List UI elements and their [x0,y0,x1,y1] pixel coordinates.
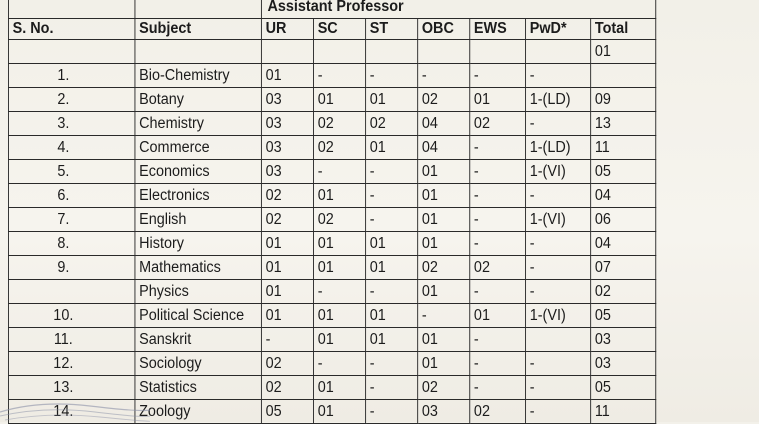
st-cell: 01 [366,232,418,256]
subject-cell: Electronics [135,184,261,208]
st-cell: - [366,352,418,376]
obc-cell: - [418,64,470,88]
column-header-sno: S. No. [8,19,134,40]
ur-cell [261,40,313,64]
column-header-ews: EWS [470,19,526,40]
table-row [8,400,655,424]
sno-cell: 12. [8,352,134,376]
obc-cell: - [418,304,470,328]
ews-cell: - [470,328,526,352]
ur-cell: 02 [261,376,313,400]
total-cell: 09 [591,88,656,112]
table-row [8,352,655,376]
sc-cell: 02 [314,112,366,136]
subject-cell: Statistics [135,376,261,400]
column-header-row [8,19,655,40]
sc-cell: - [314,64,366,88]
ur-cell: 01 [261,64,313,88]
st-cell: 01 [366,328,418,352]
pwd-cell: - [526,280,591,304]
st-cell: 01 [366,136,418,160]
st-cell: - [366,208,418,232]
ur-cell: 01 [261,256,313,280]
subject-cell: Commerce [135,136,261,160]
ur-cell: 01 [261,232,313,256]
ews-cell: - [470,376,526,400]
sc-cell: 01 [314,304,366,328]
pwd-cell: 1-(VI) [526,160,591,184]
ur-cell: 03 [261,160,313,184]
total-cell: 03 [591,352,656,376]
group-header: Assistant Professor [261,0,655,19]
sno-cell: 14. [8,400,134,424]
sno-cell: 9. [8,256,134,280]
total-cell: 04 [591,184,656,208]
total-cell: 02 [591,280,656,304]
ur-cell: 03 [261,88,313,112]
st-cell: 02 [366,112,418,136]
ur-cell: 02 [261,184,313,208]
sno-cell: 13. [8,376,134,400]
subject-cell: Chemistry [135,112,261,136]
pwd-cell: - [526,184,591,208]
ews-cell: - [470,280,526,304]
ews-cell: 02 [470,400,526,424]
sno-cell: 3. [8,112,134,136]
table-row [8,160,655,184]
sno-cell: 5. [8,160,134,184]
group-header-row [8,0,655,19]
sno-cell: 10. [8,304,134,328]
total-cell: 04 [591,232,656,256]
subject-cell: Physics [135,280,261,304]
obc-cell: 01 [418,232,470,256]
ur-cell: 01 [261,304,313,328]
pwd-cell: - [526,400,591,424]
obc-cell: 01 [418,352,470,376]
subject-cell: Sociology [135,352,261,376]
pwd-cell [526,328,591,352]
total-cell: 11 [591,400,656,424]
ur-cell: 02 [261,208,313,232]
subject-cell: Economics [135,160,261,184]
subject-cell: Political Science [135,304,261,328]
ews-cell: 01 [470,304,526,328]
ews-cell: - [470,208,526,232]
ur-cell: 03 [261,136,313,160]
pwd-cell: 1-(LD) [526,88,591,112]
sc-cell: 01 [314,232,366,256]
pwd-cell: - [526,112,591,136]
sno-cell: 2. [8,88,134,112]
table-row [8,64,655,88]
sno-cell [8,280,134,304]
sno-cell: 6. [8,184,134,208]
pwd-cell: - [526,64,591,88]
subject-cell: History [135,232,261,256]
total-cell: 07 [591,256,656,280]
sc-cell: - [314,352,366,376]
subject-cell: Bio-Chemistry [135,64,261,88]
pwd-cell: - [526,232,591,256]
obc-cell: 01 [418,208,470,232]
subject-cell: Botany [135,88,261,112]
st-cell: - [366,376,418,400]
total-cell: 11 [591,136,656,160]
column-header-pwd: PwD* [526,19,591,40]
pwd-cell: 1-(VI) [526,304,591,328]
obc-cell: 01 [418,328,470,352]
ur-cell: - [261,328,313,352]
total-cell [591,64,656,88]
pwd-cell [526,40,591,64]
obc-cell: 04 [418,112,470,136]
vacancy-table [8,0,656,424]
st-cell: - [366,160,418,184]
st-cell: - [366,280,418,304]
column-header-ur: UR [261,19,313,40]
column-header-subject: Subject [135,19,261,40]
sc-cell: - [314,160,366,184]
sc-cell: 01 [314,376,366,400]
st-cell: 01 [366,256,418,280]
subject-cell: English [135,208,261,232]
sno-cell: 1. [8,64,134,88]
obc-cell: 02 [418,376,470,400]
table-row [8,304,655,328]
ur-cell: 02 [261,352,313,376]
blank-cell [8,0,134,19]
table-row [8,280,655,304]
pwd-cell: - [526,352,591,376]
sc-cell: 01 [314,88,366,112]
sno-cell: 11. [8,328,134,352]
subject-cell: Zoology [135,400,261,424]
sno-cell: 8. [8,232,134,256]
column-header-st: ST [366,19,418,40]
st-cell [366,40,418,64]
total-cell: 03 [591,328,656,352]
ews-cell: 02 [470,256,526,280]
column-header-obc: OBC [418,19,470,40]
subject-cell: Sanskrit [135,328,261,352]
pwd-cell: 1-(LD) [526,136,591,160]
table-row [8,232,655,256]
pwd-cell: - [526,376,591,400]
ur-cell: 03 [261,112,313,136]
sc-cell: 01 [314,400,366,424]
ews-cell: - [470,160,526,184]
column-header-total: Total [591,19,656,40]
ews-cell: - [470,232,526,256]
st-cell: 01 [366,88,418,112]
table-row [8,136,655,160]
total-cell: 05 [591,160,656,184]
blank-cell [135,0,261,19]
column-header-sc: SC [314,19,366,40]
total-cell: 06 [591,208,656,232]
st-cell: - [366,400,418,424]
sc-cell [314,40,366,64]
ur-cell: 01 [261,280,313,304]
obc-cell: 03 [418,400,470,424]
obc-cell: 02 [418,88,470,112]
st-cell: - [366,64,418,88]
ews-cell: - [470,352,526,376]
ews-cell: - [470,64,526,88]
obc-cell: 01 [418,184,470,208]
subject-cell: Mathematics [135,256,261,280]
sc-cell: 01 [314,256,366,280]
ews-cell: - [470,184,526,208]
obc-cell: 04 [418,136,470,160]
total-cell: 05 [591,304,656,328]
table-row [8,376,655,400]
table-row [8,112,655,136]
ews-cell: 01 [470,88,526,112]
pwd-cell: 1-(VI) [526,208,591,232]
st-cell: - [366,184,418,208]
ur-cell: 05 [261,400,313,424]
table-row [8,208,655,232]
subject-cell [135,40,261,64]
obc-cell [418,40,470,64]
table-row [8,256,655,280]
pwd-cell: - [526,256,591,280]
total-cell: 13 [591,112,656,136]
sno-cell: 7. [8,208,134,232]
sc-cell: 01 [314,184,366,208]
ews-cell [470,40,526,64]
total-cell: 01 [591,40,656,64]
sno-cell: 4. [8,136,134,160]
table-row [8,328,655,352]
sno-cell [8,40,134,64]
table-row [8,184,655,208]
ews-cell: - [470,136,526,160]
st-cell: 01 [366,304,418,328]
sc-cell: - [314,280,366,304]
ews-cell: 02 [470,112,526,136]
sc-cell: 02 [314,208,366,232]
total-cell: 05 [591,376,656,400]
obc-cell: 01 [418,280,470,304]
obc-cell: 02 [418,256,470,280]
obc-cell: 01 [418,160,470,184]
table-row [8,88,655,112]
sc-cell: 01 [314,328,366,352]
table-row [8,40,655,64]
sc-cell: 02 [314,136,366,160]
